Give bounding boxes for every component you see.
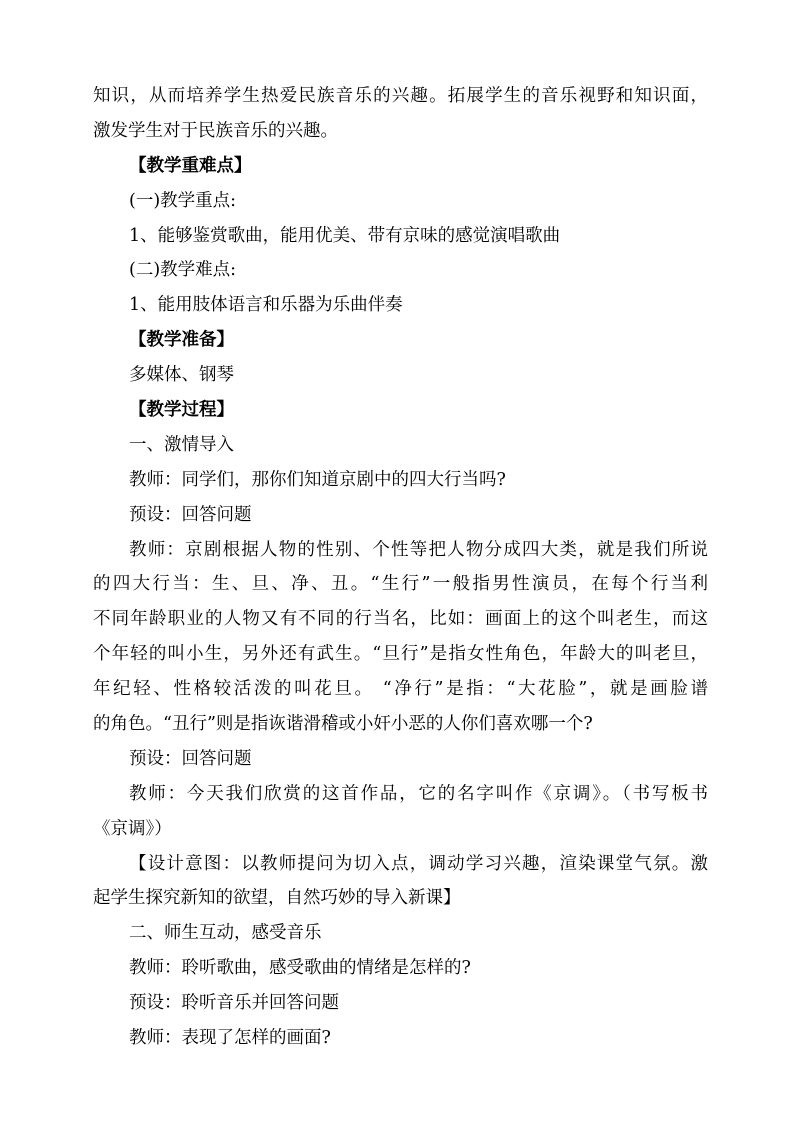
paragraph-line: 预设：聆听音乐并回答问题 [129, 993, 339, 1014]
paragraph-line: 个年轻的叫小生，另外还有武生。“旦行”是指女性角色，年龄大的叫老旦， [93, 644, 708, 665]
paragraph-line: 教师：表现了怎样的画面? [129, 1028, 331, 1049]
paragraph-line: 不同年龄职业的人物又有不同的行当名，比如：画面上的这个叫老生，而这 [93, 609, 708, 630]
document-page [93, 79, 708, 1056]
paragraph-line: 的四大行当：生、旦、净、丑。“生行”一般指男性演员，在每个行当利 [93, 574, 708, 595]
paragraph-line: 的角色。“丑行”则是指诙谐滑稽或小奸小恶的人你们喜欢哪一个? [93, 714, 593, 735]
section-heading: 【教学准备】 [129, 330, 234, 351]
list-item: 1、能用肢体语言和乐器为乐曲伴奏 [129, 295, 403, 316]
subsection-heading: 一、激情导入 [129, 434, 234, 455]
section-heading: 【教学重难点】 [129, 155, 252, 176]
design-intent-line: 起学生探究新知的欲望，自然巧妙的导入新课】 [93, 888, 461, 909]
paragraph-line: 教师：聆听歌曲，感受歌曲的情绪是怎样的? [129, 958, 471, 979]
paragraph-line: 激发学生对于民族音乐的兴趣。 [93, 120, 338, 141]
paragraph-line: 教师：京剧根据人物的性别、个性等把人物分成四大类，就是我们所说 [129, 539, 708, 560]
paragraph-line: 知识，从而培养学生热爱民族音乐的兴趣。拓展学生的音乐视野和知识面， [93, 86, 708, 106]
subsection-heading: (二)教学难点: [129, 260, 237, 281]
paragraph-line: 预设：回答问题 [129, 504, 252, 525]
section-heading: 【教学过程】 [129, 400, 234, 421]
paragraph-line: 多媒体、钢琴 [129, 365, 234, 386]
paragraph-line: 教师：今天我们欣赏的这首作品，它的名字叫作《京调》。（书写板书 [129, 783, 708, 804]
paragraph-line: 教师：同学们，那你们知道京剧中的四大行当吗? [129, 469, 506, 490]
subsection-heading: 二、师生互动，感受音乐 [129, 923, 322, 944]
paragraph-line: 年纪轻、性格较活泼的叫花旦。 “净行”是指：“大花脸”，就是画脸谱 [93, 679, 708, 700]
design-intent-line: 【设计意图：以教师提问为切入点，调动学习兴趣，渲染课堂气氛。激 [129, 853, 708, 874]
list-item: 1、能够鉴赏歌曲，能用优美、带有京味的感觉演唱歌曲 [129, 225, 561, 246]
paragraph-line: 预设：回答问题 [129, 748, 252, 769]
paragraph-line: 《京调》） [93, 818, 172, 839]
subsection-heading: (一)教学重点: [129, 190, 237, 211]
